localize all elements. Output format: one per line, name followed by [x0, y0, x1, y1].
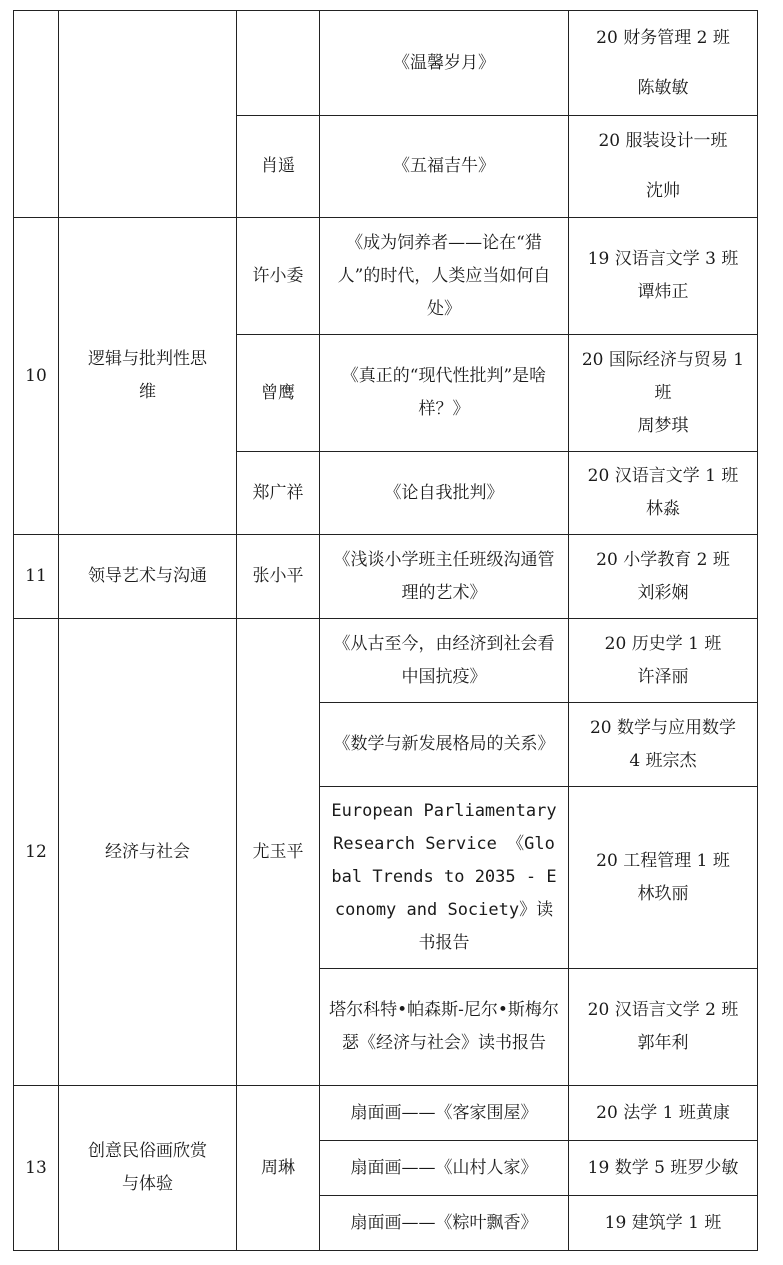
- cell-student: 20 法学 1 班黄康: [569, 1086, 758, 1141]
- cell-title: 《成为饲养者——论在“猎人”的时代，人类应当如何自处》: [320, 218, 569, 335]
- cell-teacher: 曾鹰: [237, 335, 320, 452]
- cell-student: [569, 116, 758, 218]
- cell-title: 《浅谈小学班主任班级沟通管理的艺术》: [320, 535, 569, 619]
- student-class: 20 汉语言文学 1 班: [587, 466, 739, 486]
- cell-teacher: 周琳: [237, 1086, 320, 1251]
- cell-teacher: 郑广祥: [237, 452, 320, 535]
- cell-title: 扇面画——《粽叶飘香》: [320, 1196, 569, 1251]
- cell-course: [59, 11, 237, 218]
- cell-course: 经济与社会: [59, 619, 237, 1086]
- student-class: 20 历史学 1 班: [604, 633, 722, 654]
- cell-student: [569, 619, 758, 703]
- cell-student: [569, 787, 758, 969]
- cell-number: 11: [14, 535, 59, 619]
- cell-number: 13: [14, 1086, 59, 1251]
- table-row: [14, 619, 758, 703]
- student-class: 20 工程管理 1 班: [596, 850, 730, 871]
- cell-student: [569, 535, 758, 619]
- cell-title: 《温馨岁月》: [320, 11, 569, 116]
- cell-title: European Parliamentary Research Service 《Global Trends to 2035 - Economy and Society》读书报告: [320, 787, 569, 969]
- table-row: [14, 11, 758, 116]
- cell-student: 20 数学与应用数学 4 班宗杰: [569, 703, 758, 787]
- student-name: 刘彩娴: [637, 582, 689, 603]
- table-row: [14, 1086, 758, 1141]
- cell-teacher: 许小委: [237, 218, 320, 335]
- student-class: 19 汉语言文学 3 班: [587, 249, 739, 269]
- student-name: 谭炜正: [637, 282, 689, 302]
- cell-number: 12: [14, 619, 59, 1086]
- cell-student: [569, 335, 758, 452]
- cell-title: 扇面画——《客家围屋》: [320, 1086, 569, 1141]
- student-class: 20 汉语言文学 2 班: [587, 1000, 739, 1020]
- cell-title: 《真正的“现代性批判”是啥样？》: [320, 335, 569, 452]
- course-report-table: [13, 10, 758, 1251]
- table-row: [14, 218, 758, 335]
- student-name: 郭年利: [637, 1033, 689, 1053]
- cell-title: 《五福吉牛》: [320, 116, 569, 218]
- cell-teacher: 肖遥: [237, 116, 320, 218]
- cell-course: 逻辑与批判性思维: [59, 218, 237, 535]
- cell-student: [569, 969, 758, 1086]
- table-row: [14, 535, 758, 619]
- student-class: 20 服装设计一班: [598, 131, 728, 151]
- student-name: 陈敏敏: [637, 77, 689, 98]
- student-name: 沈帅: [646, 181, 680, 201]
- cell-course: 创意民俗画欣赏与体验: [59, 1086, 237, 1251]
- student-name: 周梦琪: [637, 415, 689, 436]
- cell-student: [569, 452, 758, 535]
- student-name: 许泽丽: [637, 666, 689, 687]
- cell-student: 19 数学 5 班罗少敏: [569, 1141, 758, 1196]
- cell-title: 《论自我批判》: [320, 452, 569, 535]
- cell-teacher: 尤玉平: [237, 619, 320, 1086]
- cell-teacher: 张小平: [237, 535, 320, 619]
- cell-title: 扇面画——《山村人家》: [320, 1141, 569, 1196]
- cell-teacher: [237, 11, 320, 116]
- cell-number: 10: [14, 218, 59, 535]
- student-class: 20 小学教育 2 班: [596, 549, 730, 570]
- student-name: 林淼: [646, 499, 680, 519]
- cell-title: 《数学与新发展格局的关系》: [320, 703, 569, 787]
- cell-student: [569, 11, 758, 116]
- cell-title: 塔尔科特•帕森斯-尼尔•斯梅尔瑟《经济与社会》读书报告: [320, 969, 569, 1086]
- cell-student: [569, 218, 758, 335]
- cell-title: 《从古至今，由经济到社会看中国抗疫》: [320, 619, 569, 703]
- cell-student: 19 建筑学 1 班: [569, 1196, 758, 1251]
- student-class: 20 国际经济与贸易 1 班: [581, 349, 745, 403]
- cell-course: 领导艺术与沟通: [59, 535, 237, 619]
- cell-number: [14, 11, 59, 218]
- student-class: 20 财务管理 2 班: [596, 27, 730, 48]
- student-name: 林玖丽: [637, 883, 689, 904]
